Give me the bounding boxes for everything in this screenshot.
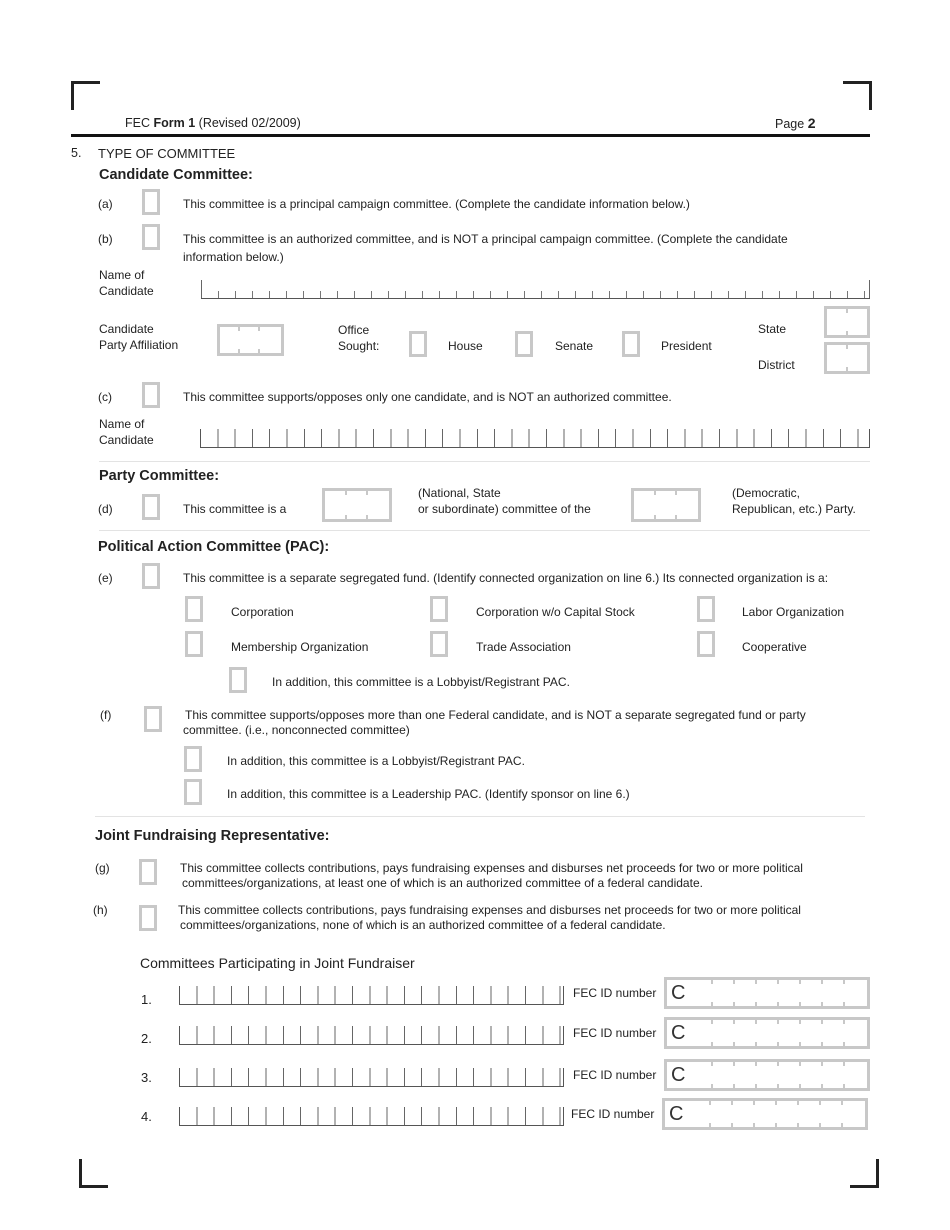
- party-level-text-line1: (National, State: [418, 486, 501, 500]
- option-e-checkbox[interactable]: [142, 563, 160, 589]
- option-c-checkbox[interactable]: [142, 382, 160, 408]
- party-affiliation-code-box[interactable]: [217, 324, 284, 356]
- party-affiliation-label-line2: Party Affiliation: [99, 338, 179, 352]
- membership-org-checkbox[interactable]: [185, 631, 203, 657]
- labor-org-label: Labor Organization: [742, 605, 845, 619]
- page-indicator: [775, 116, 815, 132]
- fec-id-label: FEC ID number: [573, 1068, 657, 1082]
- membership-org-label: Membership Organization: [231, 640, 369, 654]
- fec-id-label: FEC ID number: [571, 1107, 655, 1121]
- header-rule: [71, 134, 870, 137]
- page-label: Page: [775, 117, 805, 131]
- lobbyist-pac-f-label: In addition, this committee is a Lobbyist/Registrant PAC.: [227, 754, 525, 768]
- participant-name-field[interactable]: [179, 1107, 564, 1126]
- option-g-label: (g): [95, 861, 110, 875]
- option-a-label: (a): [98, 197, 113, 211]
- option-h-text-line2: committees/organizations, none of which is an authorized committee of a federal candidate.: [180, 918, 666, 932]
- crop-mark-top-right: [843, 81, 872, 110]
- option-d-checkbox[interactable]: [142, 494, 160, 520]
- fec-id-prefix: C: [671, 1064, 686, 1086]
- candidate-name-label-line2: Candidate: [99, 284, 154, 298]
- crop-mark-bottom-right: [850, 1159, 879, 1188]
- office-president-label: President: [661, 339, 712, 353]
- option-e-label: (e): [98, 571, 113, 585]
- fec-id-prefix: C: [669, 1103, 684, 1125]
- leadership-pac-label: In addition, this committee is a Leadership PAC. (Identify sponsor on line 6.): [227, 787, 630, 801]
- cooperative-checkbox[interactable]: [697, 631, 715, 657]
- party-affiliation-label-line1: Candidate: [99, 322, 154, 336]
- section-number: 5.: [71, 146, 82, 160]
- fec-id-field[interactable]: [664, 977, 870, 1009]
- fec-id-prefix: C: [671, 1022, 686, 1044]
- crop-mark-bottom-left: [79, 1159, 108, 1188]
- party-name-code-box[interactable]: [631, 488, 701, 522]
- option-h-checkbox[interactable]: [139, 905, 157, 931]
- party-level-code-box[interactable]: [322, 488, 392, 522]
- participants-title: Committees Participating in Joint Fundraiser: [140, 955, 415, 971]
- participant-name-field[interactable]: [179, 1026, 564, 1045]
- corporation-label: Corporation: [231, 605, 294, 619]
- state-code-box[interactable]: [824, 306, 870, 338]
- participant-name-field[interactable]: [179, 1068, 564, 1087]
- candidate-name2-label-line2: Candidate: [99, 433, 154, 447]
- office-sought-label-line1: Office: [338, 323, 370, 337]
- corporation-checkbox[interactable]: [185, 596, 203, 622]
- state-label: State: [758, 322, 787, 336]
- option-f-label: (f): [100, 708, 112, 722]
- option-d-text: This committee is a: [183, 502, 287, 516]
- lobbyist-pac-e-label: In addition, this committee is a Lobbyist/Registrant PAC.: [272, 675, 570, 689]
- fec-id-field[interactable]: [664, 1059, 870, 1091]
- option-c-label: (c): [98, 390, 112, 404]
- candidate-name2-label-line1: Name of: [99, 417, 145, 431]
- trade-assoc-checkbox[interactable]: [430, 631, 448, 657]
- fec-id-field[interactable]: [662, 1098, 868, 1130]
- district-code-box[interactable]: [824, 342, 870, 374]
- form-title: [125, 116, 301, 131]
- option-h-label: (h): [93, 903, 108, 917]
- option-h-text-line1: This committee collects contributions, pays fundraising expenses and disburses net proceeds for two or more political: [178, 903, 801, 917]
- option-b-label: (b): [98, 232, 113, 246]
- participant-name-field[interactable]: [179, 986, 564, 1005]
- office-senate-label: Senate: [555, 339, 594, 353]
- party-committee-heading: Party Committee:: [99, 468, 220, 484]
- option-f-checkbox[interactable]: [144, 706, 162, 732]
- option-e-text: This committee is a separate segregated fund. (Identify connected organization on line 6.) Its connected organization is a:: [183, 571, 829, 585]
- form-revised: (Revised 02/2009): [198, 116, 301, 130]
- option-f-text-line1: This committee supports/opposes more than one Federal candidate, and is NOT a separate segregated fund or party: [185, 708, 806, 722]
- office-president-checkbox[interactable]: [622, 331, 640, 357]
- divider: [99, 461, 870, 462]
- divider: [95, 816, 865, 817]
- fec-id-field[interactable]: [664, 1017, 870, 1049]
- lobbyist-pac-e-checkbox[interactable]: [229, 667, 247, 693]
- divider: [99, 530, 870, 531]
- option-b-checkbox[interactable]: [142, 224, 160, 250]
- page-number: 2: [807, 115, 816, 131]
- pac-heading: Political Action Committee (PAC):: [98, 539, 330, 555]
- option-c-text: This committee supports/opposes only one candidate, and is NOT an authorized committee.: [183, 390, 672, 404]
- option-d-label: (d): [98, 502, 113, 516]
- option-a-checkbox[interactable]: [142, 189, 160, 215]
- office-senate-checkbox[interactable]: [515, 331, 533, 357]
- crop-mark-top-left: [71, 81, 100, 110]
- form-name: Form 1: [153, 116, 196, 130]
- trade-assoc-label: Trade Association: [476, 640, 571, 654]
- party-name-text-line1: (Democratic,: [732, 486, 801, 500]
- candidate-name-label-line1: Name of: [99, 268, 145, 282]
- fec-id-label: FEC ID number: [573, 986, 657, 1000]
- participant-number: 4.: [141, 1109, 152, 1124]
- leadership-pac-checkbox[interactable]: [184, 779, 202, 805]
- office-house-label: House: [448, 339, 483, 353]
- party-name-text-line2: Republican, etc.) Party.: [732, 502, 856, 516]
- office-house-checkbox[interactable]: [409, 331, 427, 357]
- district-label: District: [758, 358, 795, 372]
- corp-wo-stock-checkbox[interactable]: [430, 596, 448, 622]
- candidate-committee-heading: Candidate Committee:: [99, 167, 253, 183]
- option-g-text-line1: This committee collects contributions, pays fundraising expenses and disburses net proceeds for two or more political: [180, 861, 803, 875]
- participant-number: 1.: [141, 992, 152, 1007]
- joint-fundraising-heading: Joint Fundraising Representative:: [95, 828, 330, 844]
- cooperative-label: Cooperative: [742, 640, 807, 654]
- candidate-name-field[interactable]: [201, 280, 870, 299]
- office-sought-label-line2: Sought:: [338, 339, 380, 353]
- participant-number: 3.: [141, 1070, 152, 1085]
- lobbyist-pac-f-checkbox[interactable]: [184, 746, 202, 772]
- corp-wo-stock-label: Corporation w/o Capital Stock: [476, 605, 635, 619]
- candidate-name2-field[interactable]: [200, 429, 870, 448]
- form-prefix: FEC: [125, 116, 150, 130]
- option-a-text: This committee is a principal campaign committee. (Complete the candidate information below.): [183, 197, 690, 211]
- participant-number: 2.: [141, 1031, 152, 1046]
- option-b-text-line2: information below.): [183, 250, 284, 264]
- option-g-checkbox[interactable]: [139, 859, 157, 885]
- fec-id-prefix: C: [671, 982, 686, 1004]
- option-b-text-line1: This committee is an authorized committee, and is NOT a principal campaign committee. (Complete the candidate: [183, 232, 788, 246]
- option-g-text-line2: committees/organizations, at least one of which is an authorized committee of a federal candidate.: [182, 876, 703, 890]
- party-level-text-line2: or subordinate) committee of the: [418, 502, 591, 516]
- section-title: TYPE OF COMMITTEE: [98, 146, 236, 161]
- fec-id-label: FEC ID number: [573, 1026, 657, 1040]
- labor-org-checkbox[interactable]: [697, 596, 715, 622]
- option-f-text-line2: committee. (i.e., nonconnected committee): [183, 723, 410, 737]
